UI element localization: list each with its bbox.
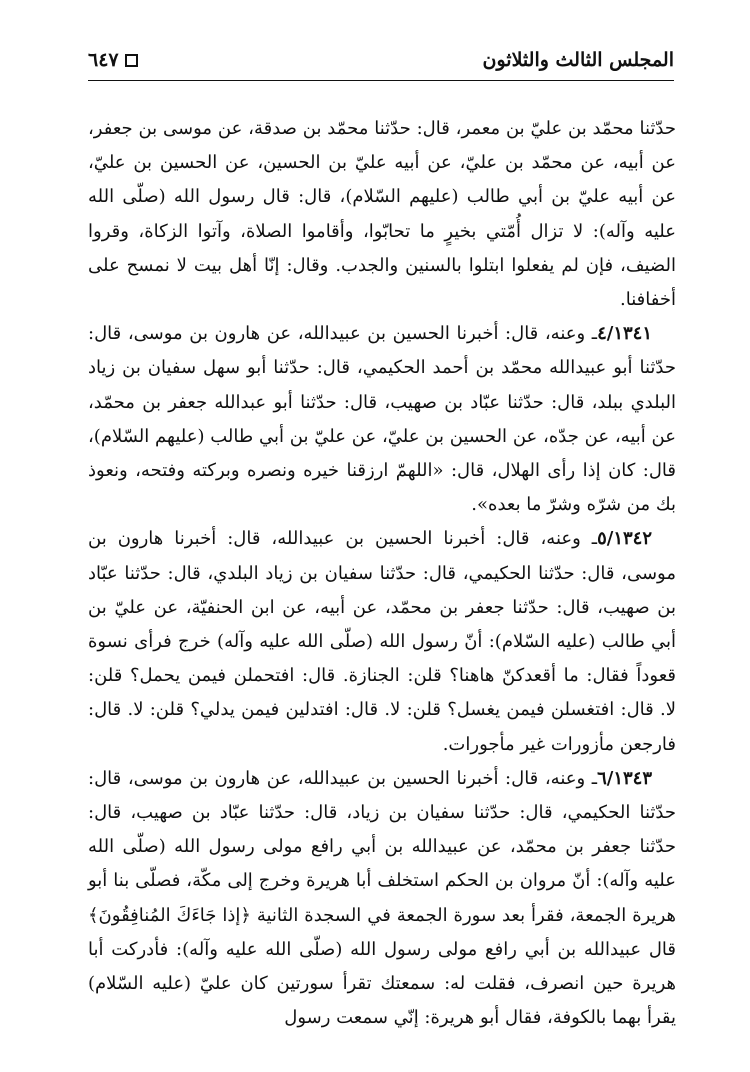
square-icon: [125, 54, 138, 67]
paragraph-text: ـ وعنه، قال: أخبرنا الحسين بن عبيدالله، عن هارون بن موسى، قال: حدّثنا الحكيمي، قال: حدّثنا سفيان بن زياد، قال: حدّثنا عبّاد بن صهيب، قال: حدّثنا جعفر بن محمّد، عن عبيدالله بن أبي رافع مولى رسول الله (صلّى الله عليه وآله): أنّ مروان بن الحكم استخلف أبا هريرة وخرج إلى مكّة، فصلّى بنا أبو هريرة الجمعة، فقرأ بعد سورة الجمعة في السجدة الثانية ﴿إذا جَاءَكَ المُنافِقُونَ﴾ قال عبيدالله بن أبي رافع مولى رسول الله (صلّى الله عليه وآله): فأدركت أبا هريرة حين انصرف، فقلت له: سمعتك تقرأ سورتين كان عليّ (عليه السّلام) يقرأ بهما بالكوفة، فقال أبو هريرة: إنّي سمعت رسول: [88, 767, 676, 1029]
paragraph-text: حدّثنا محمّد بن عليّ بن معمر، قال: حدّثنا محمّد بن صدقة، عن موسى بن جعفر، عن أبيه، عن محمّد بن عليّ، عن أبيه عليّ بن الحسين، عن الحسين بن عليّ، عن أبيه عليّ بن أبي طالب (عليهم السّلام)، قال: قال رسول الله (صلّى الله عليه وآله): لا تزال أُمّتي بخيرٍ ما تحابّوا، وأقاموا الصلاة، وآتوا الزكاة، وقروا الضيف، فإن لم يفعلوا ابتلوا بالسنين والجدب. وقال: إنّا أهل بيت لا نمسح على أخفافنا.: [88, 118, 676, 311]
page-header: [88, 44, 674, 76]
paragraph: [88, 112, 676, 317]
paragraph: [88, 317, 676, 522]
paragraph-text: ـ وعنه، قال: أخبرنا الحسين بن عبيدالله، عن هارون بن موسى، قال: حدّثنا أبو عبيدالله محمّد بن أحمد الحكيمي، قال: حدّثنا أبو سهل سفيان بن زياد البلدي ببلد، قال: حدّثنا عبّاد بن صهيب، قال: حدّثنا أبو عبدالله جعفر بن محمّد، عن أبيه، عن جدّه، عن الحسين بن عليّ، عن عليّ بن أبي طالب (عليهم السّلام)، قال: كان إذا رأى الهلال، قال: «اللهمّ ارزقنا خيره ونصره وبركته وفتحه، ونعوذ بك من شرّه وشرّ ما بعده».: [88, 323, 676, 516]
paragraph: [88, 522, 676, 761]
hadith-number: ٥/١٣٤٢: [597, 528, 652, 550]
paragraph: [88, 762, 676, 1036]
hadith-number: ٤/١٣٤١: [597, 323, 652, 345]
hadith-number: ٦/١٣٤٣: [597, 767, 652, 789]
chapter-title: المجلس الثالث والثلاثون: [482, 49, 674, 71]
page-number: [88, 49, 138, 71]
header-divider: [88, 80, 674, 81]
page-number-text: ٦٤٧: [88, 49, 119, 71]
page-body: [88, 112, 676, 1035]
paragraph-text: ـ وعنه، قال: أخبرنا الحسين بن عبيدالله، قال: أخبرنا هارون بن موسى، قال: حدّثنا الحكيمي، قال: حدّثنا سفيان بن زياد البلدي، قال: حدّثنا عبّاد بن صهيب، قال: حدّثنا جعفر بن محمّد، عن أبيه، عن ابن الحنفيّة، عن عليّ بن أبي طالب (عليه السّلام): أنّ رسول الله (صلّى الله عليه وآله) خرج فرأى نسوة قعوداً فقال: ما أقعدكنّ هاهنا؟ قلن: الجنازة. قال: افتحملن فيمن يحمل؟ قلن: لا. قال: افتغسلن فيمن يغسل؟ قلن: لا. قال: افتدلين فيمن يدلي؟ قلن: لا. قال: فارجعن مأزورات غير مأجورات.: [88, 528, 676, 755]
